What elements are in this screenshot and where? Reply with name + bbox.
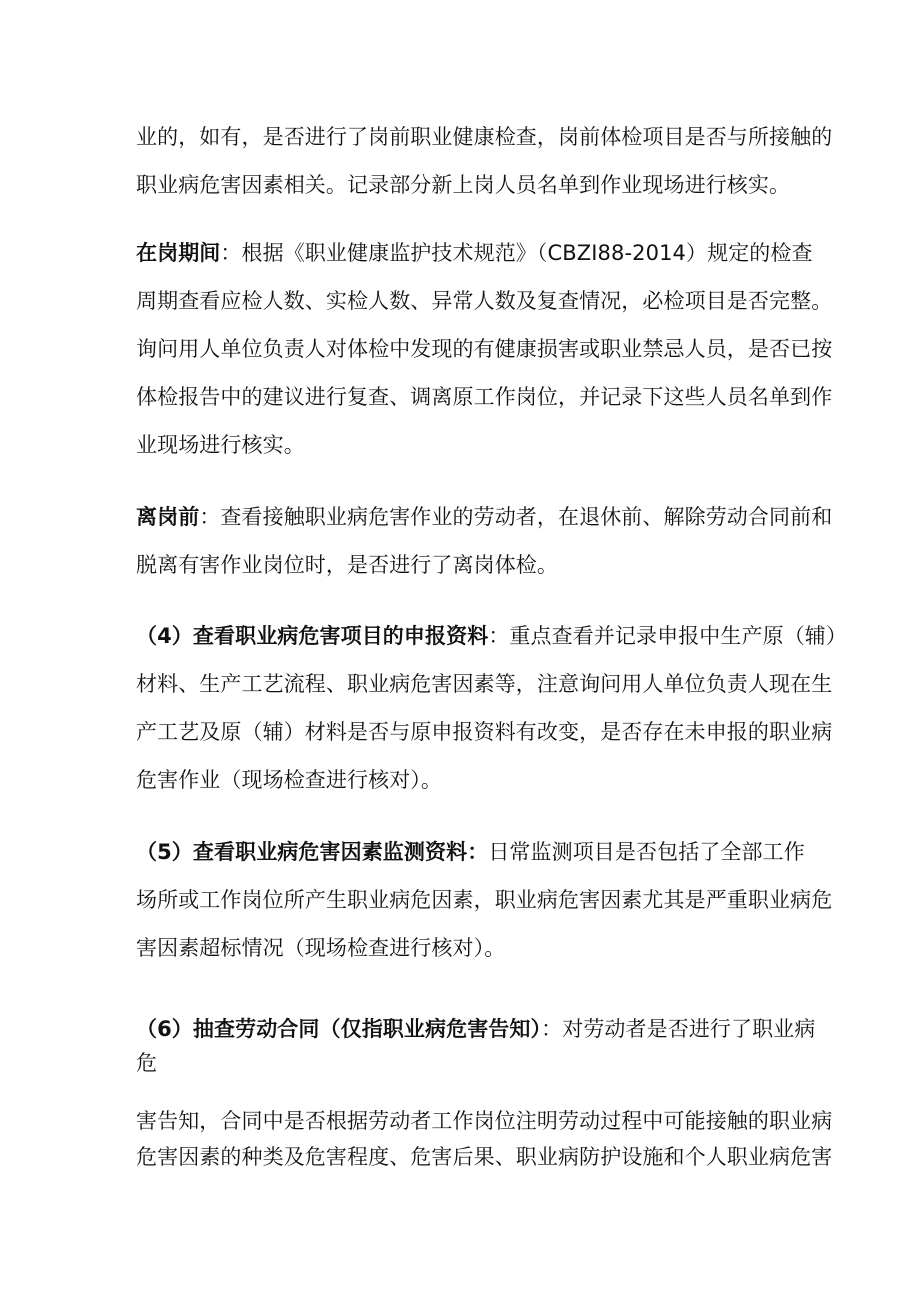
paragraph-4-line-4: 危害作业（现场检查进行核对）。: [136, 768, 442, 792]
paragraph-6-heading: （6）抽查劳动合同（仅指职业病危害告知）: [136, 1017, 542, 1041]
paragraph-4-line-1: [136, 621, 848, 651]
paragraph-6-line-2: 危: [136, 1051, 158, 1075]
paragraph-2-line-3: 询问用人单位负责人对体检中发现的有健康损害或职业禁忌人员，是否已按: [136, 337, 833, 361]
paragraph-1-line-2: 职业病危害因素相关。记录部分新上岗人员名单到作业现场进行核实。: [136, 173, 791, 197]
paragraph-2-line-1: [136, 238, 813, 268]
paragraph-4-line-1-text: ：重点查看并记录申报中生产原（辅）: [488, 624, 848, 648]
paragraph-4-line-3: 产工艺及原（辅）材料是否与原申报资料有改变，是否存在未申报的职业病: [136, 720, 833, 744]
paragraph-4-heading: （4）查看职业病危害项目的申报资料: [136, 624, 489, 648]
paragraph-2-line-2: 周期查看应检人数、实检人数、异常人数及复查情况，必检项目是否完整。: [136, 289, 833, 313]
paragraph-1-line-1: 业的，如有，是否进行了岗前职业健康检查，岗前体检项目是否与所接触的: [136, 125, 833, 149]
paragraph-2-line-5: 业现场进行核实。: [136, 433, 305, 457]
paragraph-7-line-2: 危害因素的种类及危害程度、危害后果、职业病防护设施和个人职业病危害: [136, 1145, 833, 1169]
paragraph-3-line-2: 脱离有害作业岗位时，是否进行了离岗体检。: [136, 553, 558, 577]
paragraph-5-line-1-text: 日常监测项目是否包括了全部工作: [488, 840, 805, 864]
paragraph-2-heading: 在岗期间: [136, 241, 221, 265]
paragraph-3-line-1-text: ：查看接触职业病危害作业的劳动者，在退休前、解除劳动合同前和: [199, 505, 833, 529]
paragraph-2-line-1-text: ：根据《职业健康监护技术规范》（CBZI88-2014）规定的检查: [220, 241, 813, 265]
paragraph-3-line-1: [136, 502, 833, 532]
paragraph-5-line-1: [136, 837, 805, 867]
paragraph-5-line-2: 场所或工作岗位所产生职业病危因素，职业病危害因素尤其是严重职业病危: [136, 888, 833, 912]
paragraph-2-line-4: 体检报告中的建议进行复查、调离原工作岗位，并记录下这些人员名单到作: [136, 385, 833, 409]
paragraph-5-line-3: 害因素超标情况（现场检查进行核对）。: [136, 936, 506, 960]
paragraph-4-line-2: 材料、生产工艺流程、职业病危害因素等，注意询问用人单位负责人现在生: [136, 672, 833, 696]
paragraph-6-line-1-text: ：对劳动者是否进行了职业病: [541, 1017, 816, 1041]
paragraph-6-line-1: [136, 1014, 816, 1044]
paragraph-7-line-1: 害告知，合同中是否根据劳动者工作岗位注明劳动过程中可能接触的职业病: [136, 1109, 833, 1133]
paragraph-3-heading: 离岗前: [136, 505, 200, 529]
paragraph-5-heading: （5）查看职业病危害因素监测资料：: [136, 840, 489, 864]
